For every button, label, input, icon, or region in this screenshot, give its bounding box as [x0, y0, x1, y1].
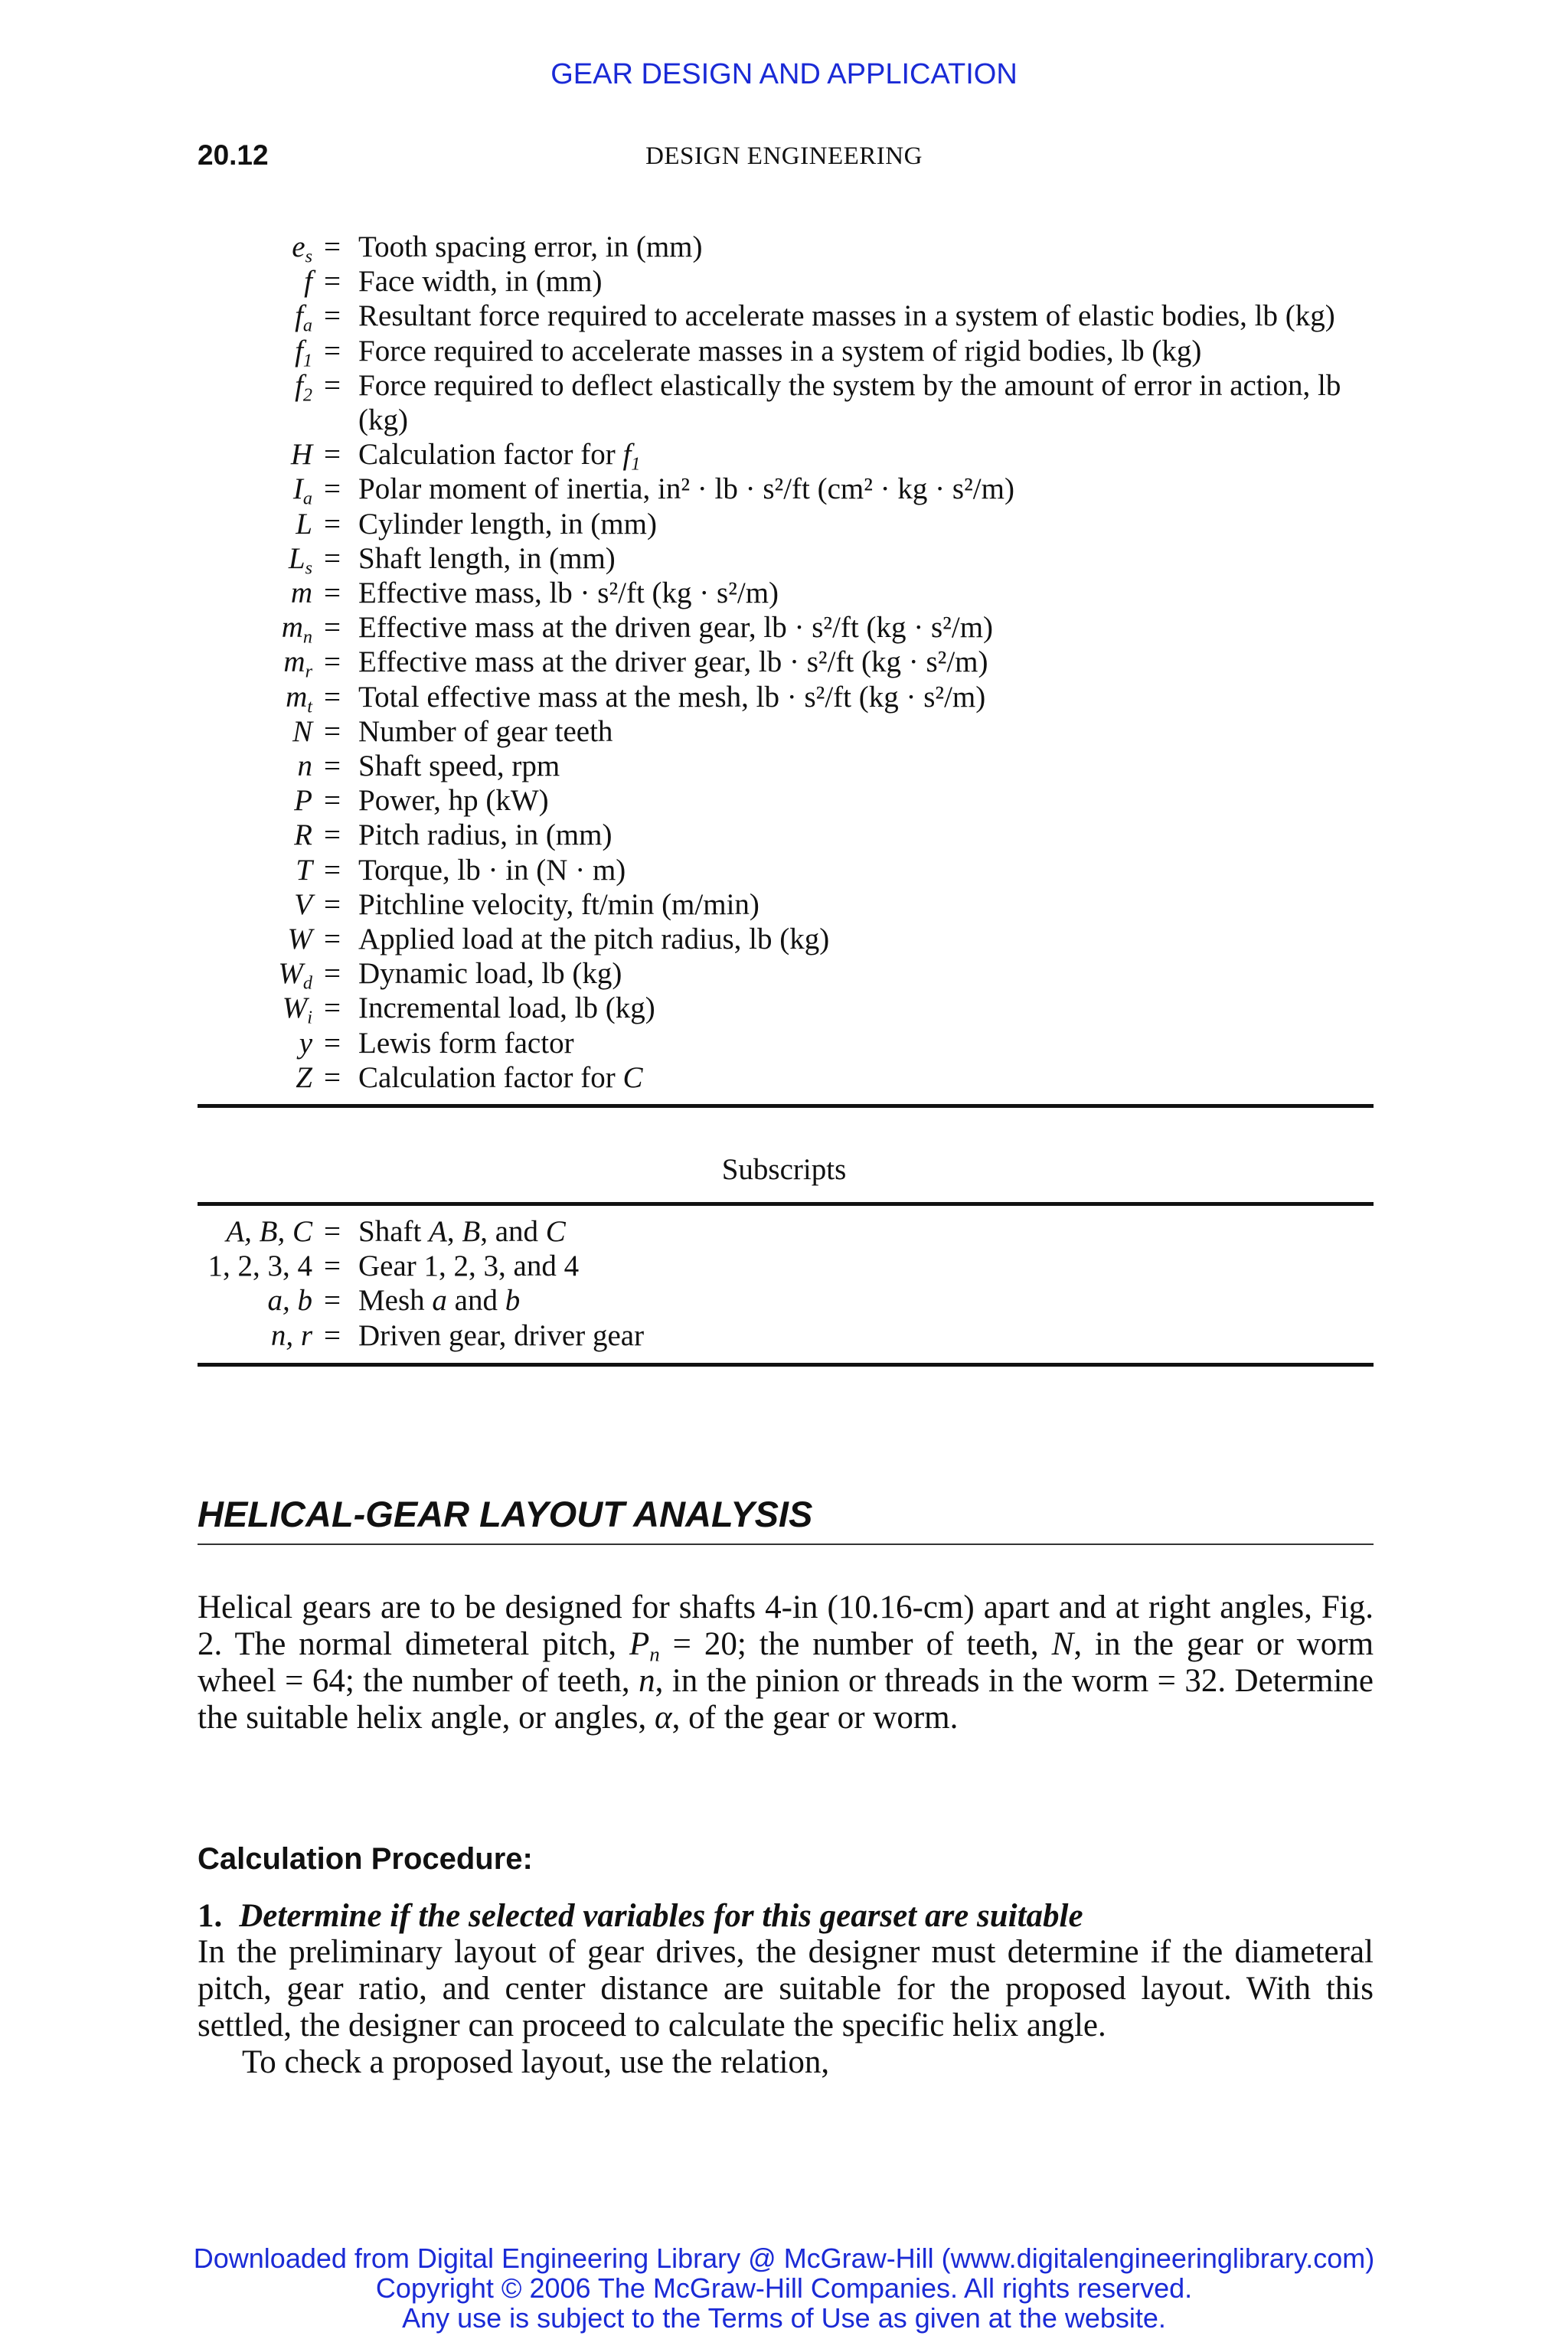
equals-sign: =	[324, 887, 341, 921]
symbol-row	[198, 541, 1374, 579]
footer-line: Copyright © 2006 The McGraw-Hill Companies. All rights reserved.	[375, 2272, 1193, 2304]
symbol-row	[198, 610, 1374, 648]
symbol-row	[198, 472, 1374, 510]
definition-variable: b	[505, 1284, 521, 1318]
symbol: $f_2$	[295, 368, 312, 406]
symbol: f	[304, 265, 312, 299]
symbol-definition: Number of gear teeth	[358, 714, 613, 748]
equals-sign: =	[324, 265, 341, 299]
equals-sign: =	[324, 472, 341, 506]
subscript-definition: Shaft A, B, and C	[358, 1215, 566, 1248]
chapter-title: DESIGN ENGINEERING	[645, 142, 923, 170]
symbol-definition: Applied load at the pitch radius, lb (kg)	[358, 923, 830, 956]
symbol: $I_a$	[292, 472, 312, 510]
symbol-row	[198, 714, 1374, 749]
equals-sign: =	[324, 784, 341, 818]
symbol-definition: Cylinder length, in (mm)	[358, 507, 657, 541]
symbol-row	[198, 853, 1374, 887]
symbol-definition: Pitchline velocity, ft/min (m/min)	[358, 887, 760, 921]
symbol: W	[287, 923, 312, 956]
symbol: $e_s$	[292, 230, 312, 267]
table-rule	[198, 1202, 1374, 1206]
subscript-definition: Mesh a and b	[358, 1284, 521, 1318]
subscript-row	[198, 1283, 1374, 1318]
symbol-row	[198, 1060, 1374, 1095]
symbol-subscript: i	[307, 1008, 312, 1029]
table-rule	[198, 1104, 1374, 1108]
symbol-row	[198, 783, 1374, 818]
subscript-definition: Gear 1, 2, 3, and 4	[358, 1250, 580, 1283]
symbol-definition: Force required to accelerate masses in a system of rigid bodies, lb (kg)	[358, 334, 1202, 368]
symbol-row	[198, 437, 1374, 475]
symbol: H	[290, 438, 312, 472]
symbol-definition: Calculation factor for C	[358, 1060, 643, 1094]
variable: N	[1051, 1626, 1074, 1662]
symbol-definition: Resultant force required to accelerate masses in a system of elastic bodies, lb (kg)	[358, 299, 1335, 333]
symbol-subscript: 1	[302, 350, 312, 371]
symbol-definition: Torque, lb · in (N · m)	[358, 853, 626, 887]
symbol-definition: Tooth spacing error, in (mm)	[358, 230, 703, 263]
symbol: $m_t$	[286, 680, 312, 717]
symbol-definition: Power, hp (kW)	[358, 784, 549, 818]
symbol-row	[198, 264, 1374, 299]
symbol-row	[198, 991, 1374, 1029]
symbol-row	[198, 922, 1374, 956]
definition-variable: B	[462, 1215, 481, 1248]
symbol: $m_n$	[281, 611, 312, 648]
symbol-definition: Effective mass at the driver gear, lb · s²/ft (kg · s²/m)	[358, 645, 988, 679]
symbol: $f_1$	[295, 334, 312, 371]
symbol-subscript: r	[305, 662, 312, 683]
equals-sign: =	[324, 853, 341, 887]
symbol-subscript: n	[302, 626, 312, 648]
subscript-row	[198, 1249, 1374, 1283]
subscript-symbol: A, B, C	[226, 1215, 312, 1248]
symbol-row	[198, 334, 1374, 371]
step-heading	[198, 1897, 1083, 1935]
symbol-subscript: 2	[302, 384, 312, 406]
symbol-row	[198, 645, 1374, 683]
equals-sign: =	[324, 438, 341, 472]
problem-statement: Helical gears are to be designed for shafts 4-in (10.16-cm) apart and at right angles, Fig. 2. The normal dimeteral pitch, $P_n = 20$; the number of teeth, N, in the gear or worm wheel = 64; the number of teeth, n, in the pinion or threads in the worm = 32. Determine the suitable helix angle, or angles, α, of the gear or worm.	[198, 1589, 1374, 1736]
equals-sign: =	[324, 1215, 341, 1248]
symbol: n	[297, 750, 312, 783]
variable-subscript: n	[649, 1642, 660, 1666]
symbol-subscript: s	[305, 246, 312, 267]
definition-symbol: $f_1$	[622, 438, 641, 475]
symbol-row	[198, 956, 1374, 994]
calculation-procedure-heading: Calculation Procedure:	[198, 1842, 533, 1876]
symbol-subscript: t	[307, 696, 312, 717]
equals-sign: =	[324, 611, 341, 645]
equals-sign: =	[324, 334, 341, 368]
page-number: 20.12	[198, 139, 269, 171]
symbol-row	[198, 507, 1374, 541]
symbol-definition: Calculation factor for $f_1$	[358, 438, 641, 475]
symbol: y	[299, 1026, 312, 1060]
symbol-definition: Shaft speed, rpm	[358, 750, 560, 783]
symbol-row	[198, 887, 1374, 922]
symbol-subscript: s	[305, 557, 312, 579]
symbol: Z	[296, 1060, 312, 1094]
variable: α	[655, 1700, 672, 1736]
subscripts-heading: Subscripts	[721, 1153, 847, 1186]
symbol-definition: Total effective mass at the mesh, lb · s²/ft (kg · s²/m)	[358, 680, 986, 714]
symbol-row	[198, 230, 1374, 267]
step-number: 1.	[198, 1898, 223, 1934]
equals-sign: =	[324, 923, 341, 956]
step-body-continued: To check a proposed layout, use the relation,	[242, 2044, 830, 2080]
symbol-list	[198, 230, 1374, 1095]
symbol-definition: Pitch radius, in (mm)	[358, 818, 612, 852]
symbol-definition: Effective mass, lb · s²/ft (kg · s²/m)	[358, 577, 779, 610]
equals-sign: =	[324, 818, 341, 852]
subscript-list	[198, 1214, 1374, 1353]
equals-sign: =	[324, 1026, 341, 1060]
equals-sign: =	[324, 299, 341, 333]
symbol-definition: Shaft length, in (mm)	[358, 541, 616, 575]
equals-sign: =	[324, 957, 341, 991]
variable: $P_n$	[629, 1626, 660, 1666]
equals-sign: =	[324, 1318, 341, 1352]
definition-symbol: C	[622, 1060, 643, 1094]
subscript-definition: Driven gear, driver gear	[358, 1318, 645, 1352]
equals-sign: =	[324, 645, 341, 679]
equals-sign: =	[324, 507, 341, 541]
step-title: Determine if the selected variables for this gearset are suitable	[239, 1898, 1083, 1934]
equals-sign: =	[324, 1284, 341, 1318]
equals-sign: =	[324, 368, 341, 402]
table-rule	[198, 1363, 1374, 1367]
symbol: P	[294, 784, 312, 818]
symbol-subscript: a	[302, 315, 312, 337]
equals-sign: =	[324, 577, 341, 610]
symbol-definition: Force required to deflect elastically the system by the amount of error in action, lb (kg)	[358, 368, 1341, 437]
definition-variable: A	[429, 1215, 447, 1248]
definition-variable: C	[545, 1215, 566, 1248]
footer-line: Downloaded from Digital Engineering Library @ McGraw-Hill (www.digitalengineeringlibrary.com)	[193, 2243, 1375, 2274]
step-body: In the preliminary layout of gear drives, the designer must determine if the diameteral pitch, gear ratio, and center distance are suitable for the proposed layout. With this settled, the designer can proceed to calculate the specific helix angle.	[198, 1934, 1374, 2043]
symbol: $L_s$	[288, 541, 312, 579]
subscript-row	[198, 1214, 1374, 1249]
symbol-row	[198, 1026, 1374, 1060]
equals-sign: =	[324, 1250, 341, 1283]
symbol: L	[296, 507, 312, 541]
subscript-row	[198, 1318, 1374, 1353]
symbol-definition: Incremental load, lb (kg)	[358, 991, 655, 1025]
equals-sign: =	[324, 714, 341, 748]
symbol-row	[198, 576, 1374, 610]
definition-variable: a	[432, 1284, 447, 1318]
equals-sign: =	[324, 541, 341, 575]
symbol: N	[292, 714, 312, 748]
symbol-definition: Face width, in (mm)	[358, 265, 603, 299]
symbol-subscript: a	[302, 488, 312, 510]
subscript-symbol: n, r	[270, 1318, 312, 1352]
running-header: GEAR DESIGN AND APPLICATION	[550, 58, 1018, 90]
subscript-symbol: 1, 2, 3, 4	[207, 1250, 312, 1283]
equals-sign: =	[324, 991, 341, 1025]
symbol: m	[290, 577, 312, 610]
equals-sign: =	[324, 1060, 341, 1094]
symbol-subscript: d	[302, 973, 312, 994]
symbol-definition: Effective mass at the driven gear, lb · s²/ft (kg · s²/m)	[358, 611, 994, 645]
symbol-row	[198, 368, 1374, 437]
symbol: R	[294, 818, 312, 852]
symbol: $f_a$	[295, 299, 312, 337]
section-heading: HELICAL-GEAR LAYOUT ANALYSIS	[198, 1494, 813, 1534]
symbol-row	[198, 299, 1374, 337]
equals-sign: =	[324, 680, 341, 714]
footer-line: Any use is subject to the Terms of Use as given at the website.	[402, 2302, 1166, 2334]
symbol-definition: Polar moment of inertia, in² · lb · s²/ft (cm² · kg · s²/m)	[358, 472, 1014, 506]
definition-subscript: 1	[631, 453, 641, 475]
symbol: $m_r$	[283, 645, 312, 683]
symbol-row	[198, 818, 1374, 852]
symbol: T	[296, 853, 312, 887]
subscript-symbol: a, b	[267, 1284, 312, 1318]
equals-sign: =	[324, 750, 341, 783]
symbol-definition: Dynamic load, lb (kg)	[358, 957, 622, 991]
symbol-row	[198, 749, 1374, 783]
symbol-definition: Lewis form factor	[358, 1026, 574, 1060]
footer	[0, 2243, 1568, 2333]
section-rule	[198, 1544, 1374, 1545]
symbol: $W_i$	[282, 991, 312, 1029]
symbol: V	[294, 887, 312, 921]
symbol-row	[198, 680, 1374, 717]
equals-sign: =	[324, 230, 341, 263]
symbol: $W_d$	[278, 957, 312, 994]
variable: n	[639, 1663, 655, 1699]
